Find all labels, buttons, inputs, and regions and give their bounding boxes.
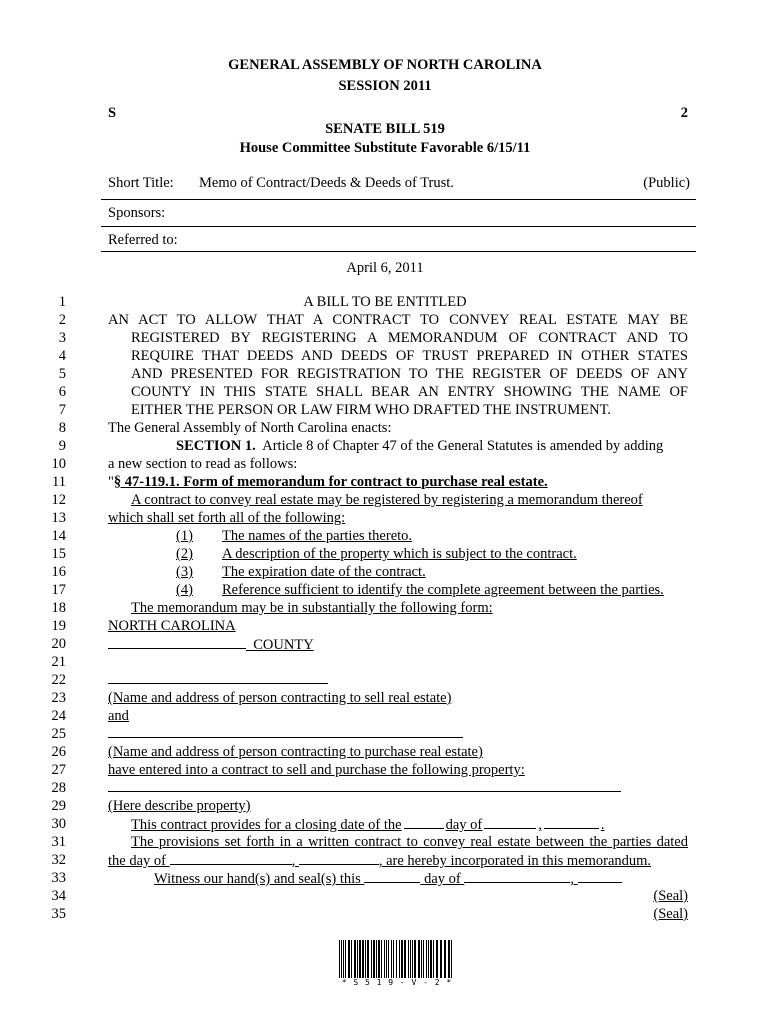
barcode-bar	[393, 940, 394, 978]
enacting-clause: The General Assembly of North Carolina enacts:	[108, 420, 392, 436]
divider	[101, 199, 696, 200]
closing-line: This contract provides for a closing date of the day of , .	[131, 817, 605, 833]
barcode-bar	[365, 940, 366, 978]
line-number: 34	[51, 888, 66, 904]
item-number: (2)	[176, 546, 193, 562]
item-number: (4)	[176, 582, 193, 598]
barcode-bar	[410, 940, 411, 978]
act-line: COUNTY IN THIS STATE SHALL BEAR AN ENTRY SHOWING THE NAME OF	[131, 384, 688, 400]
line-number: 19	[51, 618, 66, 634]
line-number: 32	[51, 852, 66, 868]
section-text-cont: a new section to read as follows:	[108, 456, 298, 472]
witness-day-blank	[364, 870, 420, 883]
line-number: 27	[51, 762, 66, 778]
witness-month-blank	[464, 870, 570, 883]
line-number: 22	[51, 672, 66, 688]
bill-number: SENATE BILL 519	[325, 121, 445, 137]
line-number: 33	[51, 870, 66, 886]
barcode-bar	[378, 940, 380, 978]
barcode-bar	[388, 940, 389, 978]
barcode-bar	[341, 940, 342, 978]
open-quote: "	[108, 474, 114, 490]
act-line: AND PRESENTED FOR REGISTRATION TO THE REGISTER OF DEEDS OF ANY	[131, 366, 688, 382]
line-number: 14	[51, 528, 66, 544]
line-number: 21	[51, 654, 66, 670]
line-number: 10	[51, 456, 66, 472]
barcode-bar	[426, 940, 427, 978]
barcode-bar	[444, 940, 446, 978]
paragraph-line: which shall set forth all of the following:	[108, 510, 346, 526]
line-number: 29	[51, 798, 66, 814]
statute-heading-line	[108, 474, 548, 491]
line-number: 1	[58, 294, 66, 310]
line-number: 25	[51, 726, 66, 742]
closing-month-blank	[484, 816, 536, 829]
barcode-text: * S 5 1 9 - V - 2 *	[341, 978, 453, 987]
line-number: 5	[58, 366, 66, 382]
barcode	[339, 940, 455, 978]
short-title: Memo of Contract/Deeds & Deeds of Trust.	[199, 175, 454, 191]
barcode-bar	[436, 940, 438, 978]
county-blank	[108, 636, 246, 649]
act-line: EITHER THE PERSON OR LAW FIRM WHO DRAFTED THE INSTRUMENT.	[131, 402, 612, 418]
item-number: (1)	[176, 528, 193, 544]
session-title: SESSION 2011	[338, 78, 432, 94]
section-text: Article 8 of Chapter 47 of the General Statutes is amended by adding	[262, 438, 664, 454]
signature-line	[108, 683, 328, 684]
seller-line: (Name and address of person contracting to sell real estate)	[108, 690, 452, 706]
item-number: (3)	[176, 564, 193, 580]
seal-line: (Seal)	[653, 906, 688, 922]
state-line: NORTH CAROLINA	[108, 618, 236, 634]
closing-year-blank	[544, 816, 599, 829]
line-number: 7	[58, 402, 66, 418]
section-line	[176, 438, 688, 455]
line-number: 35	[51, 906, 66, 922]
line-number: 15	[51, 546, 66, 562]
line-number: 9	[58, 438, 66, 454]
closing-day-blank	[404, 816, 444, 829]
seal-line: (Seal)	[653, 888, 688, 904]
county-line	[108, 636, 314, 654]
line-number: 31	[51, 834, 66, 850]
and-line: and	[108, 708, 129, 724]
section-label: SECTION 1.	[176, 438, 256, 454]
short-title-label: Short Title:	[108, 175, 174, 191]
line-number: 6	[58, 384, 66, 400]
barcode-bar	[376, 940, 377, 978]
divider	[101, 251, 696, 252]
barcode-bar	[418, 940, 420, 978]
buyer-line: (Name and address of person contracting to purchase real estate)	[108, 744, 483, 760]
barcode-bar	[367, 940, 369, 978]
item-text: A description of the property which is subject to the contract.	[222, 546, 577, 562]
statute-heading: § 47-119.1. Form of memorandum for contract to purchase real estate.	[113, 474, 548, 490]
barcode-bar	[384, 940, 385, 978]
entered-line: have entered into a contract to sell and purchase the following property:	[108, 762, 525, 778]
version-number: 2	[680, 105, 688, 121]
barcode-bar	[414, 940, 416, 978]
signature-line	[108, 737, 463, 738]
public-label: (Public)	[643, 175, 690, 191]
act-line: AN ACT TO ALLOW THAT A CONTRACT TO CONVEY REAL ESTATE MAY BE	[108, 312, 688, 328]
line-number: 17	[51, 582, 66, 598]
item-text: The expiration date of the contract.	[222, 564, 426, 580]
dated-line: the day of , , are hereby incorporated in this memorandum.	[108, 853, 652, 869]
chamber-code: S	[108, 105, 117, 121]
line-number: 2	[58, 312, 66, 328]
barcode-bar	[428, 940, 429, 978]
barcode-bar	[343, 940, 344, 978]
barcode-bar	[448, 940, 450, 978]
barcode-bar	[399, 940, 400, 978]
line-number: 20	[51, 636, 66, 652]
describe-line: (Here describe property)	[108, 798, 251, 814]
item-text: Reference sufficient to identify the complete agreement between the parties.	[222, 582, 664, 598]
item-text: The names of the parties thereto.	[222, 528, 413, 544]
line-number: 11	[52, 474, 66, 490]
barcode-bar	[371, 940, 372, 978]
line-number: 28	[51, 780, 66, 796]
barcode-bar	[421, 940, 422, 978]
assembly-title: GENERAL ASSEMBLY OF NORTH CAROLINA	[228, 57, 542, 73]
memo-form-line: The memorandum may be in substantially the following form:	[131, 600, 493, 616]
act-line: REGISTERED BY REGISTERING A MEMORANDUM OF CONTRACT AND TO	[131, 330, 688, 346]
sponsors-label: Sponsors:	[108, 205, 166, 221]
barcode-bar	[354, 940, 356, 978]
county-label: COUNTY	[253, 637, 314, 653]
barcode-bar	[339, 940, 340, 978]
barcode-bar	[412, 940, 413, 978]
line-number: 16	[51, 564, 66, 580]
barcode-bar	[404, 940, 406, 978]
line-number: 26	[51, 744, 66, 760]
property-line	[108, 791, 621, 792]
line-number: 30	[51, 816, 66, 832]
barcode-bar	[396, 940, 397, 978]
barcode-bar	[359, 940, 361, 978]
line-number: 3	[58, 330, 66, 346]
line-number: 24	[51, 708, 66, 724]
barcode-bar	[357, 940, 358, 978]
barcode-bar	[381, 940, 382, 978]
year-blank	[299, 852, 379, 865]
barcode-bar	[433, 940, 434, 978]
line-number: 23	[51, 690, 66, 706]
line-number: 13	[51, 510, 66, 526]
substitute-title: House Committee Substitute Favorable 6/15/11	[239, 140, 531, 156]
day-blank	[170, 852, 292, 865]
barcode-bar	[348, 940, 350, 978]
barcode-bar	[391, 940, 392, 978]
divider	[101, 226, 696, 227]
paragraph-line: A contract to convey real estate may be registered by registering a memorandum thereof	[131, 492, 643, 508]
line-number: 4	[58, 348, 66, 364]
barcode-bar	[345, 940, 346, 978]
barcode-bar	[408, 940, 409, 978]
barcode-bar	[423, 940, 424, 978]
barcode-bar	[373, 940, 375, 978]
barcode-bar	[451, 940, 452, 978]
provisions-line: The provisions set forth in a written contract to convey real estate between the parties dated	[131, 834, 688, 850]
barcode-bar	[351, 940, 352, 978]
witness-year-blank	[578, 870, 622, 883]
bill-date: April 6, 2011	[346, 260, 424, 276]
barcode-bar	[362, 940, 364, 978]
barcode-bar	[386, 940, 387, 978]
barcode-bar	[430, 940, 432, 978]
barcode-bar	[401, 940, 403, 978]
referred-label: Referred to:	[108, 232, 178, 248]
line-number: 8	[58, 420, 66, 436]
line-number: 12	[51, 492, 66, 508]
bill-entitled: A BILL TO BE ENTITLED	[303, 294, 467, 310]
line-number: 18	[51, 600, 66, 616]
act-line: REQUIRE THAT DEEDS AND DEEDS OF TRUST PREPARED IN OTHER STATES	[131, 348, 688, 364]
witness-line: Witness our hand(s) and seal(s) this day of ,	[154, 870, 622, 888]
barcode-bar	[440, 940, 442, 978]
